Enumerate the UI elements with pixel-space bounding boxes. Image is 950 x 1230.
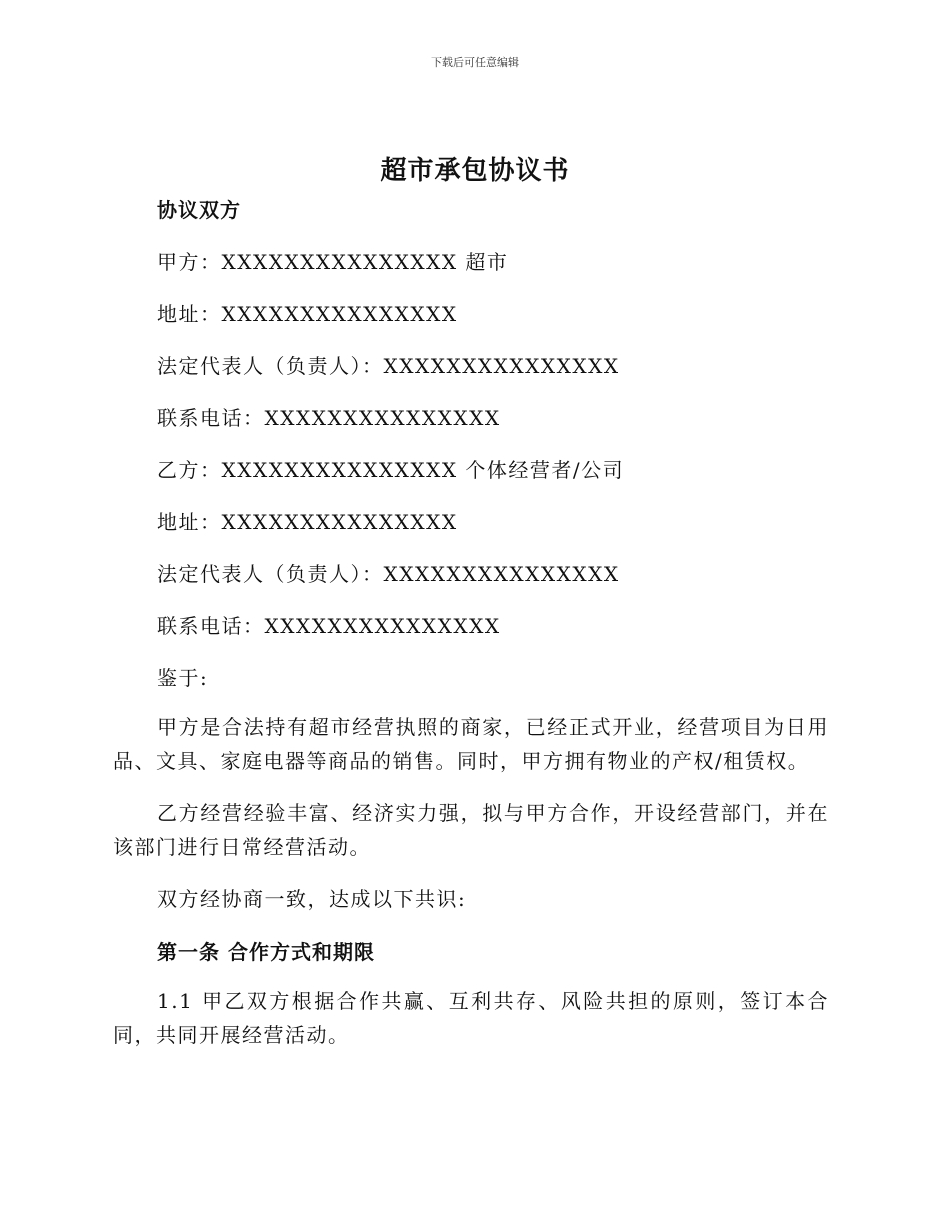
party-a-representative: 法定代表人（负责人）：XXXXXXXXXXXXXXX (157, 354, 620, 378)
paragraph-consensus: 双方经协商一致，达成以下共识: (157, 887, 467, 911)
section-heading-parties: 协议双方 (157, 198, 241, 222)
header-note: 下载后可任意编辑 (431, 56, 519, 69)
party-a-name: 甲方：XXXXXXXXXXXXXXX 超市 (157, 250, 509, 274)
party-a-phone: 联系电话：XXXXXXXXXXXXXXX (157, 406, 501, 430)
document-body (113, 196, 829, 1052)
party-b-phone: 联系电话：XXXXXXXXXXXXXXX (157, 614, 501, 638)
article-1-heading: 第一条 合作方式和期限 (157, 940, 375, 964)
paragraph-party-a-description: 甲方是合法持有超市经营执照的商家，已经正式开业，经营项目为日用品、文具、家庭电器等商品的销售。同时，甲方拥有物业的产权/租赁权。 (113, 715, 829, 773)
whereas-label: 鉴于: (157, 666, 209, 690)
party-a-address: 地址：XXXXXXXXXXXXXXX (157, 302, 458, 326)
party-b-address: 地址：XXXXXXXXXXXXXXX (157, 510, 458, 534)
party-b-name: 乙方：XXXXXXXXXXXXXXX 个体经营者/公司 (157, 458, 625, 482)
clause-1-1: 1.1 甲乙双方根据合作共赢、互利共存、风险共担的原则，签订本合同，共同开展经营活动。 (113, 989, 829, 1047)
document-title: 超市承包协议书 (380, 156, 570, 186)
party-b-representative: 法定代表人（负责人）：XXXXXXXXXXXXXXX (157, 562, 620, 586)
paragraph-party-b-description: 乙方经营经验丰富、经济实力强，拟与甲方合作，开设经营部门，并在该部门进行日常经营活动。 (113, 801, 829, 859)
